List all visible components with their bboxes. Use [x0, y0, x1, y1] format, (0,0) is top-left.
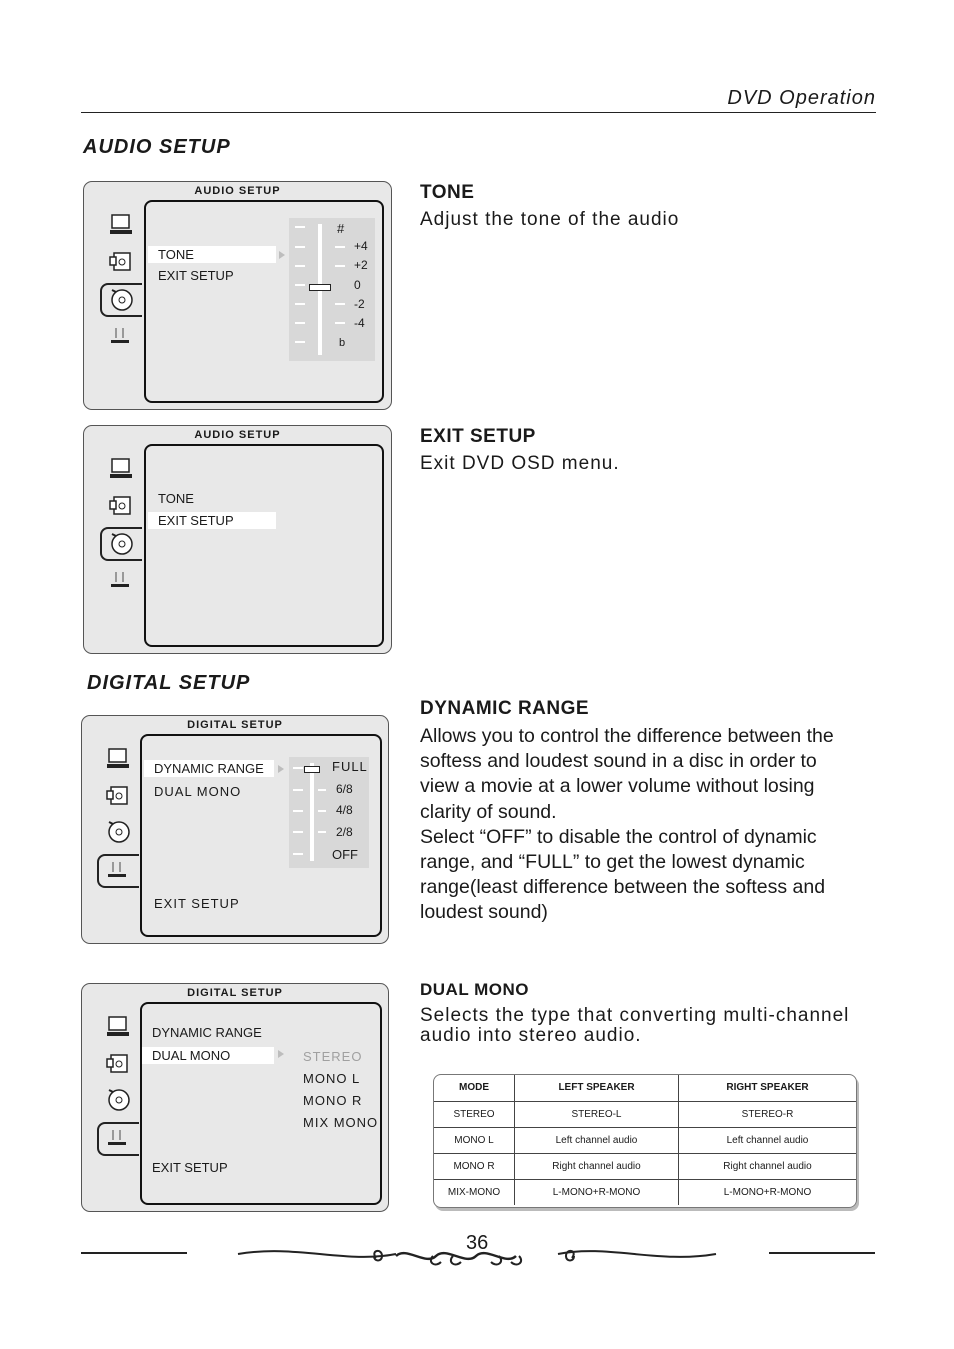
slider-tick	[295, 284, 305, 286]
slider-tick	[295, 265, 305, 267]
slider-tick	[295, 322, 305, 324]
exit-setup-heading: EXIT SETUP	[420, 426, 536, 447]
option-stereo[interactable]: STEREO	[303, 1049, 363, 1064]
dual-mono-description	[420, 1006, 849, 1046]
slider-label: b	[339, 337, 346, 349]
monitor-icon[interactable]	[108, 212, 134, 238]
slider-tick	[318, 831, 326, 833]
audio-setup-title: AUDIO SETUP	[83, 136, 231, 158]
disc-icon[interactable]	[108, 286, 134, 312]
menu-item-exit-setup[interactable]: EXIT SETUP	[154, 896, 240, 911]
slider-tick	[295, 226, 305, 228]
slider-label: -4	[354, 316, 365, 330]
preference-icon[interactable]	[108, 322, 134, 348]
audio-speaker-icon[interactable]	[105, 782, 131, 808]
slider-tick	[295, 246, 305, 248]
disc-icon[interactable]	[105, 818, 131, 844]
preference-icon[interactable]	[108, 566, 134, 592]
table-cell: STEREO	[434, 1101, 515, 1127]
submenu-arrow-icon	[279, 251, 285, 259]
table-cell: Left channel audio	[679, 1127, 857, 1153]
monitor-icon[interactable]	[105, 746, 131, 772]
monitor-icon[interactable]	[108, 456, 134, 482]
footer-line-right	[769, 1252, 875, 1254]
text-line: Select “OFF” to disable the control of dynamic	[420, 825, 817, 848]
slider-handle[interactable]	[309, 284, 331, 291]
slider-label: #	[337, 221, 345, 236]
option-mono-l[interactable]: MONO L	[303, 1071, 361, 1086]
disc-icon[interactable]	[108, 530, 134, 556]
slider-label: +4	[354, 239, 368, 253]
slider-tick	[335, 246, 345, 248]
menu-item-dual-mono[interactable]: DUAL MONO	[142, 1047, 274, 1064]
dual-mono-table	[433, 1074, 857, 1208]
table-cell: L-MONO+R-MONO	[679, 1179, 857, 1205]
submenu-arrow-icon	[278, 765, 284, 773]
table-cell: STEREO-L	[515, 1101, 679, 1127]
slider-tick	[335, 322, 345, 324]
option-mix-mono[interactable]: MIX MONO	[303, 1115, 379, 1130]
text-line: loudest sound)	[420, 901, 548, 924]
text-line: clarity of sound.	[420, 800, 557, 823]
slider-tick	[293, 831, 303, 833]
header-divider	[81, 112, 876, 113]
slider-label: +2	[354, 258, 368, 272]
digital-setup-osd-dual-mono	[81, 983, 389, 1212]
dynamic-range-slider[interactable]	[289, 757, 369, 868]
slider-tick	[335, 265, 345, 267]
slider-tick	[318, 789, 326, 791]
menu-item-tone[interactable]: TONE	[148, 246, 276, 263]
dynamic-range-heading: DYNAMIC RANGE	[420, 698, 590, 719]
table-header: MODE	[459, 1082, 489, 1094]
slider-label: 4/8	[336, 803, 353, 817]
slider-label: 2/8	[336, 825, 353, 839]
slider-tick	[318, 810, 326, 812]
table-cell: Right channel audio	[515, 1153, 679, 1179]
slider-track	[310, 763, 314, 861]
slider-tick	[295, 341, 305, 343]
option-mono-r[interactable]: MONO R	[303, 1093, 363, 1108]
text-line: range(least difference between the softess and	[420, 876, 826, 899]
dual-mono-heading: DUAL MONO	[420, 980, 530, 999]
table-cell: MONO L	[434, 1127, 515, 1153]
audio-speaker-icon[interactable]	[108, 492, 134, 518]
slider-tick	[293, 853, 303, 855]
menu-item-exit-setup[interactable]: EXIT SETUP	[152, 1160, 228, 1175]
table-cell: Right channel audio	[679, 1153, 857, 1179]
text-line: audio into stereo audio.	[420, 1025, 642, 1046]
slider-label: FULL	[332, 759, 368, 774]
slider-label: OFF	[332, 847, 358, 862]
tone-description: Adjust the tone of the audio	[420, 209, 680, 230]
monitor-icon[interactable]	[105, 1014, 131, 1040]
slider-tick	[335, 303, 345, 305]
header-title: DVD Operation	[727, 87, 876, 109]
audio-speaker-icon[interactable]	[108, 248, 134, 274]
audio-speaker-icon[interactable]	[105, 1050, 131, 1076]
exit-setup-description: Exit DVD OSD menu.	[420, 453, 620, 474]
preference-icon[interactable]	[105, 1124, 131, 1150]
slider-label: 6/8	[336, 782, 353, 796]
preference-icon[interactable]	[105, 856, 131, 882]
slider-tick	[293, 767, 303, 769]
osd-title: DIGITAL SETUP	[187, 719, 283, 731]
audio-setup-osd-exit	[83, 425, 392, 654]
tone-heading: TONE	[420, 182, 475, 203]
text-line: view a movie at a lower volume without losing	[420, 775, 815, 798]
slider-tick	[293, 789, 303, 791]
dynamic-range-description	[420, 724, 834, 926]
page-number: 36	[466, 1232, 489, 1254]
table-cell: STEREO-R	[679, 1101, 857, 1127]
osd-content	[144, 444, 384, 647]
audio-setup-osd-tone	[83, 181, 392, 410]
table-cell: MIX-MONO	[434, 1179, 515, 1205]
text-line: Allows you to control the difference between the	[420, 725, 834, 747]
table-header: RIGHT SPEAKER	[679, 1075, 857, 1101]
table-cell: L-MONO+R-MONO	[515, 1179, 679, 1205]
menu-item-tone[interactable]: TONE	[158, 491, 194, 506]
digital-setup-title: DIGITAL SETUP	[87, 672, 251, 694]
slider-handle[interactable]	[304, 766, 320, 773]
tone-slider[interactable]	[289, 218, 375, 361]
table-cell: Left channel audio	[515, 1127, 679, 1153]
osd-title: AUDIO SETUP	[194, 429, 281, 441]
table-header: LEFT SPEAKER	[515, 1075, 679, 1101]
text-line: range, and “FULL” to get the lowest dynamic	[420, 851, 805, 874]
osd-title: AUDIO SETUP	[194, 185, 281, 197]
menu-item-exit-setup[interactable]: EXIT SETUP	[148, 512, 276, 529]
slider-label: -2	[354, 297, 365, 311]
disc-icon[interactable]	[105, 1086, 131, 1112]
digital-setup-osd-dynamic-range	[81, 715, 389, 944]
text-line: Selects the type that converting multi-channel	[420, 1005, 850, 1026]
submenu-arrow-icon	[278, 1050, 284, 1058]
footer-line-left	[81, 1252, 187, 1254]
text-line: softess and loudest sound in a disc in order to	[420, 750, 817, 773]
slider-label: 0	[354, 278, 361, 292]
table-cell: MONO R	[434, 1153, 515, 1179]
menu-item-dynamic-range[interactable]: DYNAMIC RANGE	[152, 1025, 262, 1040]
slider-tick	[293, 810, 303, 812]
menu-item-dual-mono[interactable]: DUAL MONO	[154, 784, 242, 799]
osd-title: DIGITAL SETUP	[187, 987, 283, 999]
slider-tick	[295, 303, 305, 305]
menu-item-dynamic-range[interactable]: DYNAMIC RANGE	[144, 760, 274, 777]
menu-item-exit-setup[interactable]: EXIT SETUP	[158, 268, 234, 283]
